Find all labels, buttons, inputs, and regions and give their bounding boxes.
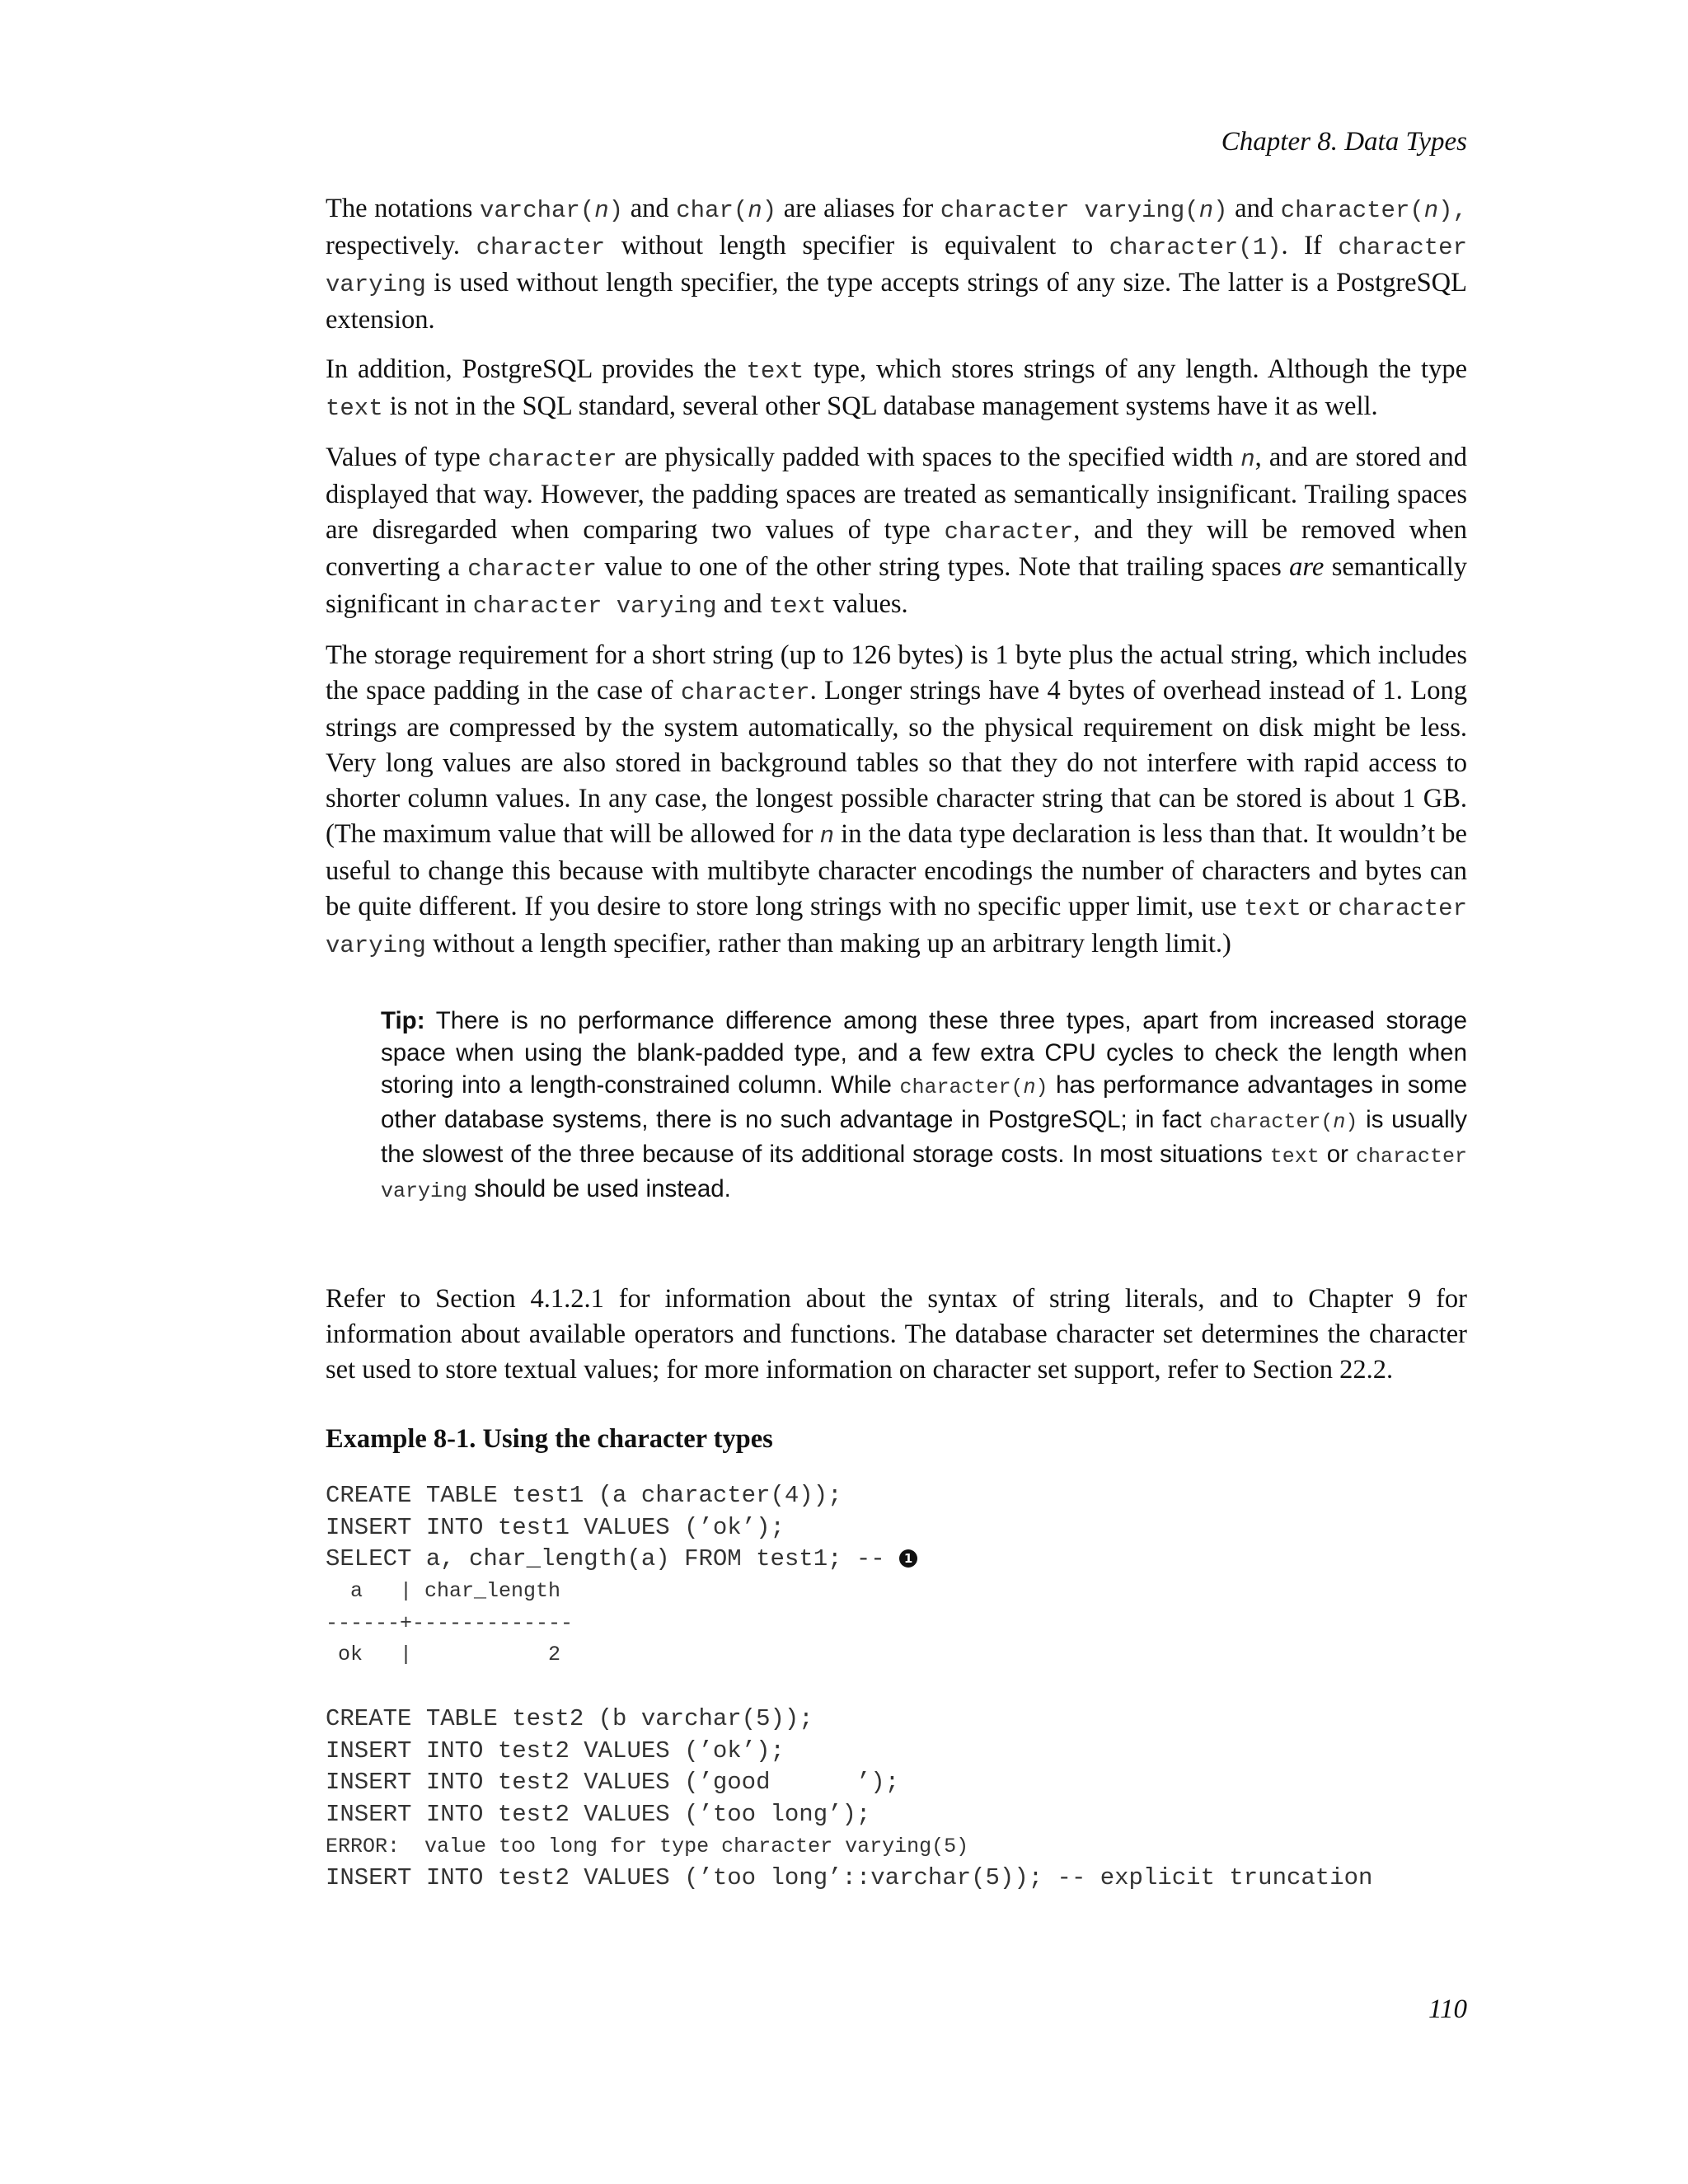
paragraph-refer: Refer to Section 4.1.2.1 for information about the syntax of string literals, and to Chapter 9 for information about available operators and functions. The database character set determines the character set used to store textual values; for more information on character set support, refer to Section 22.2. (326, 1284, 1467, 1385)
paragraph-storage: The storage requirement for a short string (up to 126 bytes) is 1 byte plus the actual string, which includes the space padding in the case of character. Longer strings have 4 bytes of overhead instead of 1. Long strings are compressed by the system automatically, so the physical requirement on disk might be less. Very long values are also stored in background tables so that they do not interfere with rapid access to shorter column values. In any case, the longest possible character string that can be stored is about 1 GB. (The maximum value that will be allowed for n in the data type declaration is less than that. It wouldn’t be useful to change this because with multibyte character encodings the number of characters and bytes can be quite different. If you desire to store long strings with no specific upper limit, use text or character varying without a length specifier, rather than making up an arbitrary length limit.) (326, 640, 1468, 959)
code-character: character (476, 234, 606, 261)
code-text: text (746, 358, 804, 385)
code-character-varying-n: character varying(n) (940, 197, 1228, 224)
callout-1-icon: 1 (899, 1549, 917, 1568)
code-character-1: character(1) (1109, 234, 1282, 261)
page-number: 110 (1428, 1994, 1467, 2024)
code-varchar-n: varchar(n) (480, 197, 624, 224)
code-character: character (487, 446, 617, 473)
code-character-n: character(n) (1209, 1110, 1358, 1134)
emphasis-are: are (1289, 552, 1325, 582)
code-text: text (326, 395, 383, 422)
code-line: INSERT INTO test1 VALUES (’ok’); (326, 1513, 785, 1541)
code-output-line: ok | 2 (326, 1643, 561, 1667)
paragraph-text-type: In addition, PostgreSQL provides the text type, which stores strings of any length. Although the type text is not in the SQL standard, several other SQL database management systems have it as well. (326, 354, 1467, 422)
code-blank-line (326, 1671, 1467, 1704)
tip-label: Tip: (381, 1007, 425, 1034)
code-text: text (768, 593, 827, 620)
running-header: Chapter 8. Data Types (1221, 127, 1467, 157)
code-character-varying: character varying (472, 593, 717, 620)
tip-box: Tip: There is no performance difference among these three types, apart from increased storage space when using the blank-padded type, and a few extra CPU cycles to check the length when storing into a length-constrained column. While character(n) has performance advantages in some other database systems, there is no such advantage in PostgreSQL; in fact character(n) is usually the slowest of the three because of its additional storage costs. In most situations text or character varying should be used instead. (381, 1007, 1467, 1203)
code-line: CREATE TABLE test2 (b varchar(5)); (326, 1704, 814, 1732)
code-output-line: ERROR: value too long for type character varying(5) (326, 1834, 969, 1858)
code-character-n: character(n) (899, 1076, 1048, 1099)
code-char-n: char(n) (676, 197, 777, 224)
code-line: SELECT a, char_length(a) FROM test1; -- 1 (326, 1544, 1467, 1576)
paragraph-padding: Values of type character are physically padded with spaces to the specified width n, and are stored and displayed that way. However, the padding spaces are treated as semantically insignificant. Trailing spaces are disregarded when comparing two values of type character, and they will be removed when converting a character value to one of the other string types. Note that trailing spaces are semantically significant in character varying and text values. (326, 443, 1468, 620)
code-example (326, 1480, 1467, 1895)
code-character: character (680, 679, 810, 706)
code-character-varying: character varying (326, 234, 1467, 298)
code-character-varying: character varying (326, 895, 1467, 959)
code-line: INSERT INTO test2 VALUES (’too long’::varchar(5)); -- explicit truncation (326, 1864, 1373, 1892)
code-line: CREATE TABLE test1 (a character(4)); (326, 1482, 842, 1509)
code-character: character (467, 555, 597, 583)
code-character: character (944, 518, 1074, 546)
code-n: n (819, 823, 835, 850)
code-text: text (1244, 895, 1301, 922)
code-line: INSERT INTO test2 VALUES (’too long’); (326, 1800, 871, 1828)
example-title: Example 8-1. Using the character types (326, 1424, 773, 1454)
paragraph-varchar-aliases: The notations varchar(n) and char(n) are aliases for character varying(n) and character(n), respectively. character without length specifier is equivalent to character(1). If character varying is used without length specifier, the type accepts strings of any size. The latter is a PostgreSQL extension. (326, 194, 1467, 335)
page-content (326, 191, 1467, 1895)
code-text: text (1269, 1145, 1320, 1169)
code-output-line: a | char_length (326, 1579, 561, 1604)
code-output-line: ------+------------- (326, 1610, 574, 1635)
code-character-varying: character varying (381, 1145, 1467, 1203)
code-n: n (1240, 446, 1255, 473)
code-character-n: character(n), (1280, 197, 1467, 224)
code-line: INSERT INTO test2 VALUES (’good ’); (326, 1769, 900, 1797)
code-line: INSERT INTO test2 VALUES (’ok’); (326, 1736, 785, 1765)
